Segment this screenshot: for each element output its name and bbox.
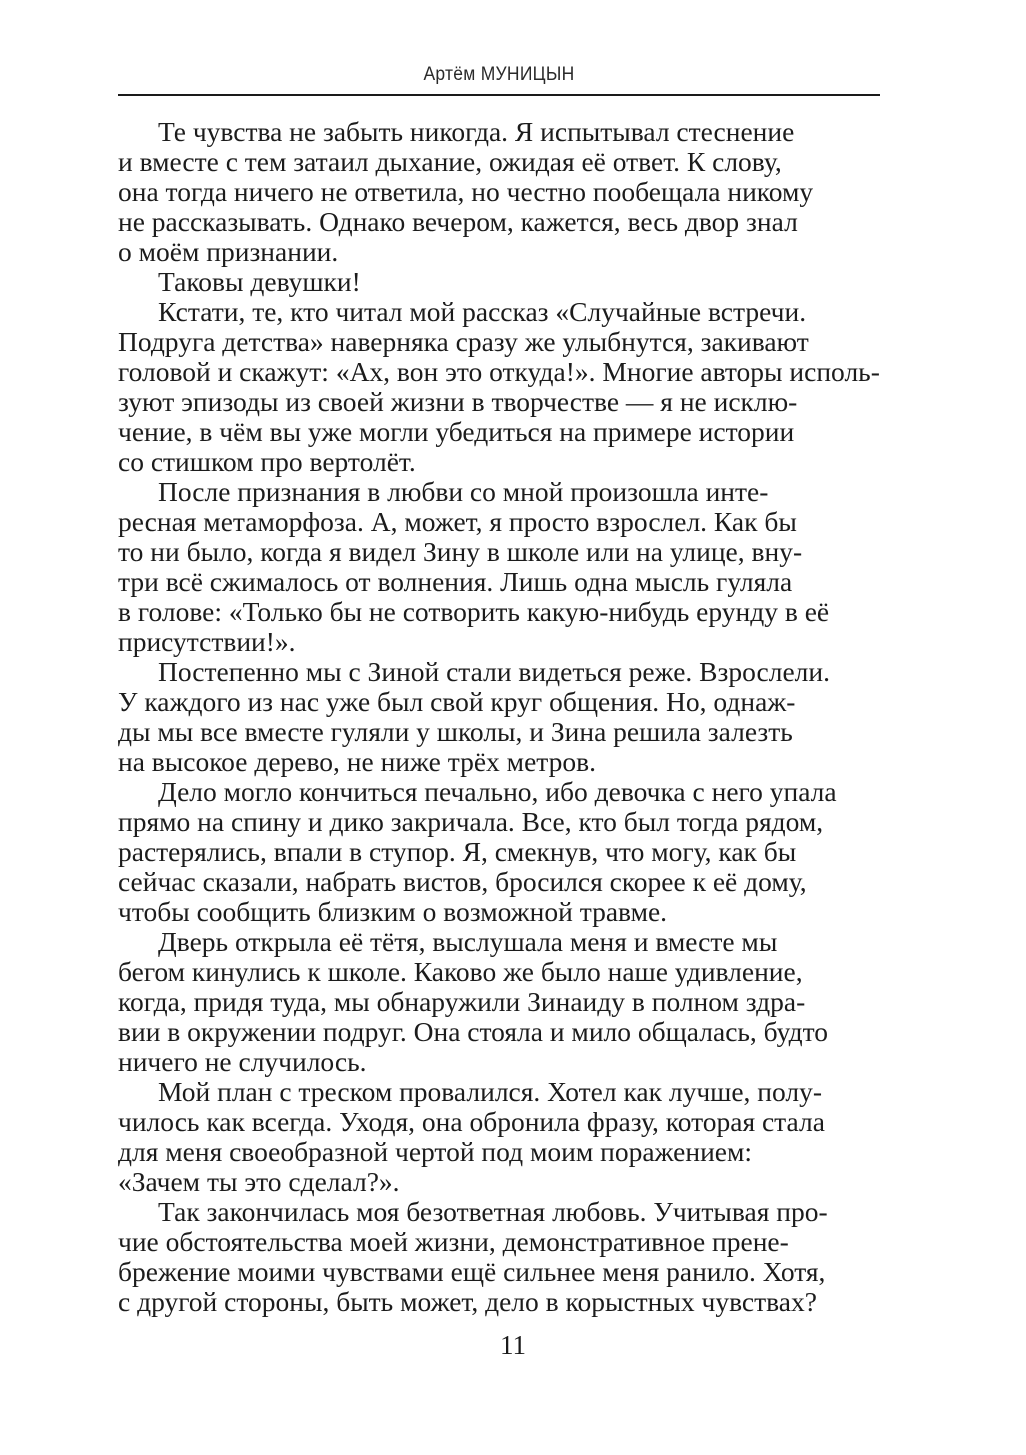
text-line: присутствии!».: [118, 626, 296, 657]
text-line: чтобы сообщить близким о возможной травме.: [118, 896, 668, 927]
text-line: сейчас сказали, набрать вистов, бросился скорее к её дому,: [118, 866, 807, 897]
paragraph: [118, 297, 880, 477]
paragraph: [118, 927, 880, 1077]
paragraph: [118, 657, 880, 777]
text-line: чилось как всегда. Уходя, она обронила фразу, которая стала: [118, 1106, 825, 1137]
text-line: в голове: «Только бы не сотворить какую-нибудь ерунду в её: [118, 596, 830, 627]
text-line: Кстати, те, кто читал мой рассказ «Случайные встречи.: [158, 296, 807, 327]
text-line: Те чувства не забыть никогда. Я испытывал стеснение: [158, 116, 795, 147]
text-line: «Зачем ты это сделал?».: [118, 1166, 400, 1197]
text-line: Подруга детства» наверняка сразу же улыбнутся, закивают: [118, 326, 809, 357]
text-line: Мой план с треском провалился. Хотел как лучше, полу-: [158, 1076, 823, 1107]
text-line: когда, придя туда, мы обнаружили Зинаиду в полном здра-: [118, 986, 806, 1017]
text-line: три всё сжималось от волнения. Лишь одна мысль гуляла: [118, 566, 793, 597]
text-line: со стишком про вертолёт.: [118, 446, 416, 477]
text-line: Дверь открыла её тётя, выслушала меня и вместе мы: [158, 926, 778, 957]
text-line: для меня своеобразной чертой под моим поражением:: [118, 1136, 753, 1167]
text-line: не рассказывать. Однако вечером, кажется, весь двор знал: [118, 206, 798, 237]
paragraph: [118, 1197, 880, 1317]
text-line: зуют эпизоды из своей жизни в творчестве — я не исклю-: [118, 386, 798, 417]
text-line: Дело могло кончиться печально, ибо девочка с него упала: [158, 776, 837, 807]
text-line: прямо на спину и дико закричала. Все, кто был тогда рядом,: [118, 806, 824, 837]
text-line: Постепенно мы с Зиной стали видеться реже. Взрослели.: [158, 656, 830, 687]
text-line: брежение моими чувствами ещё сильнее меня ранило. Хотя,: [118, 1256, 826, 1287]
text-line: ды мы все вместе гуляли у школы, и Зина решила залезть: [118, 716, 793, 747]
text-line: У каждого из нас уже был свой круг общения. Но, однаж-: [118, 686, 796, 717]
paragraph: [118, 1077, 880, 1197]
text-line: вии в окружении подруг. Она стояла и мило общалась, будто: [118, 1016, 829, 1047]
text-line: Таковы девушки!: [158, 266, 361, 297]
text-line: бегом кинулись к школе. Каково же было наше удивление,: [118, 956, 803, 987]
text-line: Так закончилась моя безответная любовь. Учитывая про-: [158, 1196, 828, 1227]
paragraph: [118, 117, 880, 267]
text-line: чение, в чём вы уже могли убедиться на примере истории: [118, 416, 795, 447]
page-number: 11: [500, 1330, 526, 1360]
text-line: ресная метаморфоза. А, может, я просто взрослел. Как бы: [118, 506, 797, 537]
text-line: с другой стороны, быть может, дело в корыстных чувствах?: [118, 1286, 817, 1317]
text-line: на высокое дерево, не ниже трёх метров.: [118, 746, 597, 777]
body-text: [118, 117, 880, 1317]
header-rule-divider: [118, 94, 880, 96]
running-head-author: Артём МУНИЦЫН: [423, 64, 575, 85]
paragraph: [118, 777, 880, 927]
text-line: то ни было, когда я видел Зину в школе или на улице, вну-: [118, 536, 803, 567]
text-line: чие обстоятельства моей жизни, демонстративное прене-: [118, 1226, 789, 1257]
paragraph: [118, 477, 880, 657]
text-line: ничего не случилось.: [118, 1046, 367, 1077]
paragraph: [118, 267, 880, 297]
text-line: После признания в любви со мной произошла инте-: [158, 476, 769, 507]
text-line: о моём признании.: [118, 236, 339, 267]
text-line: она тогда ничего не ответила, но честно пообещала никому: [118, 176, 814, 207]
text-line: головой и скажут: «Ах, вон это откуда!». Многие авторы исполь-: [118, 356, 880, 387]
text-line: и вместе с тем затаил дыхание, ожидая её ответ. К слову,: [118, 146, 782, 177]
text-line: растерялись, впали в ступор. Я, смекнув, что могу, как бы: [118, 836, 797, 867]
